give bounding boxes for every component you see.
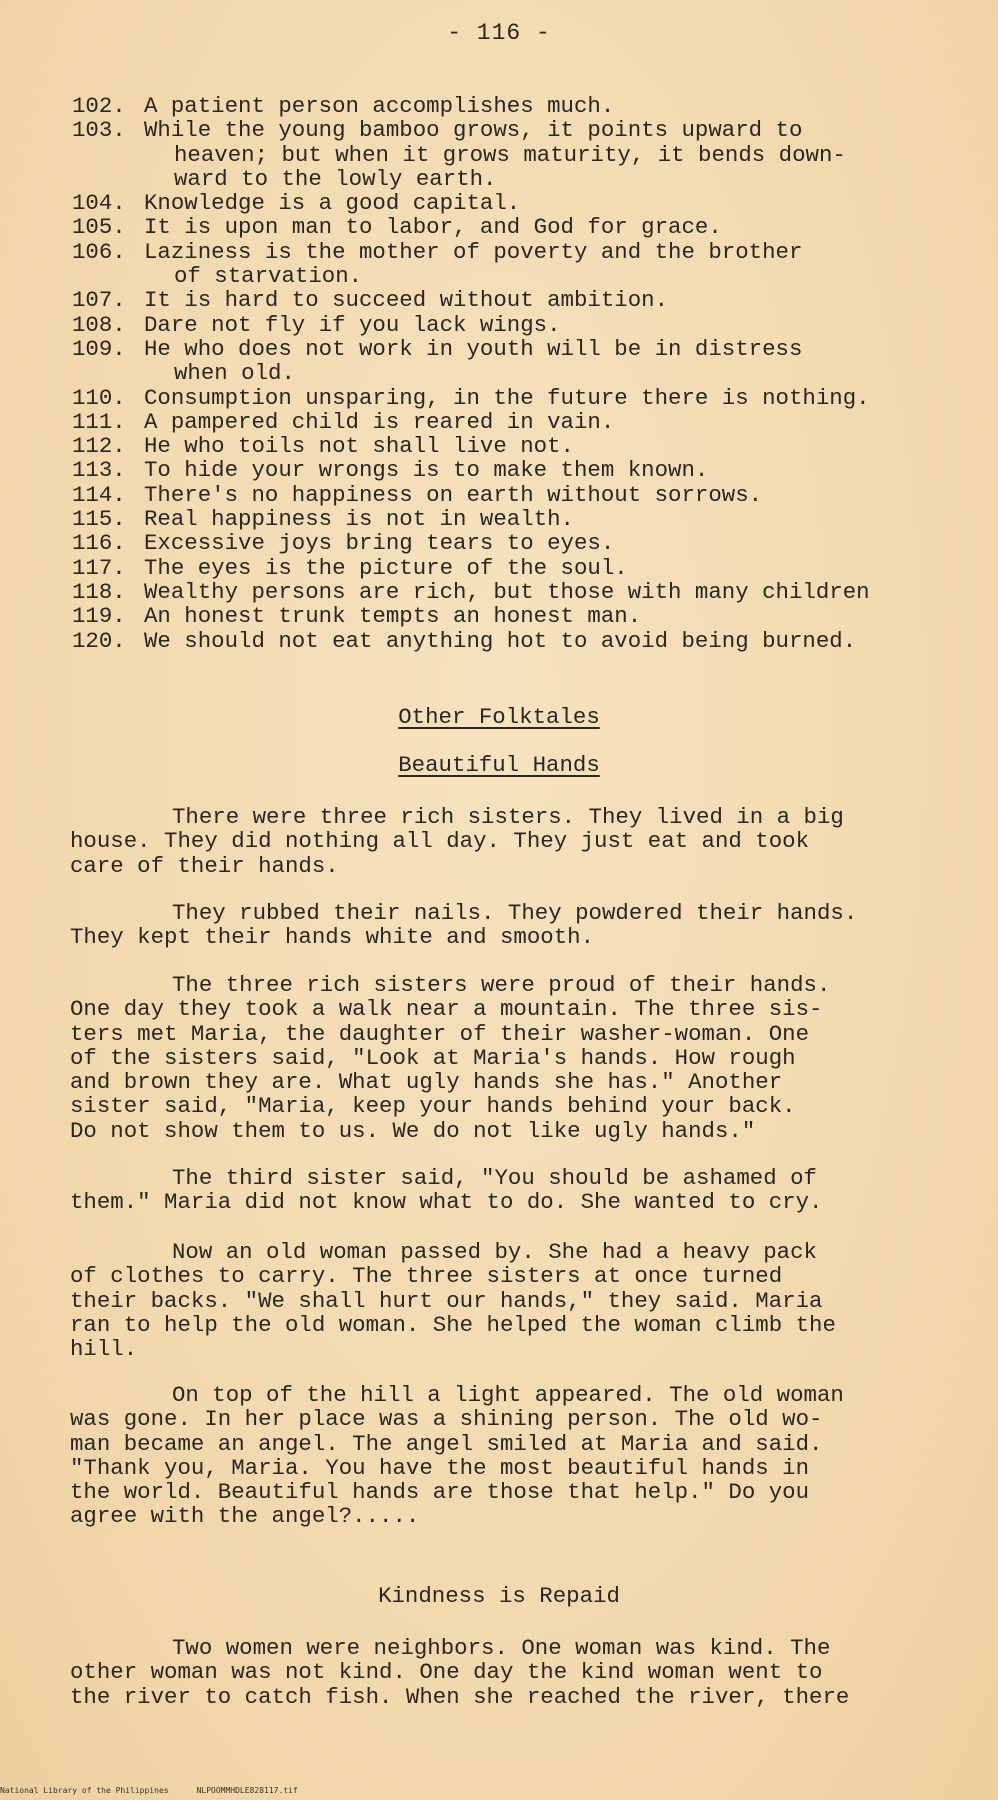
item-number: 107. <box>72 287 126 314</box>
list-item: 120. We should not eat anything hot to avoid being burned. <box>72 627 857 654</box>
list-item: 117. The eyes is the picture of the soul. <box>72 554 628 581</box>
list-item: 111. A pampered child is reared in vain. <box>72 408 615 435</box>
item-number: 118. <box>72 578 126 605</box>
item-number: 119. <box>72 603 126 630</box>
list-item: 102. A patient person accomplishes much. <box>72 93 615 119</box>
list-item: 105. It is upon man to labor, and God for grace. <box>72 214 722 241</box>
story-paragraph: Now an old woman passed by. She had a heavy pack of clothes to carry. The three sisters at once turned their backs. "We shall hurt our hands," they said. Maria ran to help the old woman. She helped the woman climb the hill. <box>70 1239 836 1363</box>
footer-library: National Library of the Philippines <box>0 1786 169 1795</box>
item-number: 109. <box>72 335 126 362</box>
story-title: Beautiful Hands <box>398 752 600 778</box>
item-number: 105. <box>72 214 126 241</box>
list-item: 108. Dare not fly if you lack wings. <box>72 311 561 338</box>
scan-footer <box>0 1786 298 1795</box>
list-item: 109. He who does not work in youth will be in distress when old. <box>72 335 803 387</box>
section-title: Other Folktales <box>398 704 600 730</box>
list-item: 106. Laziness is the mother of poverty and the brother of starvation. <box>72 238 803 290</box>
story-paragraph: There were three rich sisters. They lived in a big house. They did nothing all day. They just eat and took care of their hands. <box>70 804 844 879</box>
story-paragraph: They rubbed their nails. They powdered their hands. They kept their hands white and smooth. <box>70 900 858 951</box>
story-paragraph: The three rich sisters were proud of their hands. One day they took a walk near a mountain. The three sis- ters met Maria, the daughter of their washer-woman. One of the sisters said, "Look at Maria's hands. How rough and brown they are. What ugly hands she has." Another sister said, "Maria, keep your hands behind your back. Do not show them to us. We do not like ugly hands." <box>70 972 831 1144</box>
list-item: 116. Excessive joys bring tears to eyes. <box>72 530 615 557</box>
item-number: 115. <box>72 506 126 533</box>
list-item: 118. Wealthy persons are rich, but those with many children <box>72 578 870 605</box>
item-number: 104. <box>72 190 126 217</box>
item-number: 120. <box>72 627 126 654</box>
item-number: 111. <box>72 408 126 435</box>
story-title: Kindness is Repaid <box>378 1583 620 1609</box>
story-paragraph: On top of the hill a light appeared. The old woman was gone. In her place was a shining person. The old wo- man became an angel. The angel smiled at Maria and said. "Thank you, Maria. You have the most beautiful hands in the world. Beautiful hands are those that help." Do you agree with the angel?..... <box>70 1382 844 1530</box>
story-paragraph: The third sister said, "You should be ashamed of them." Maria did not know what to do. She wanted to cry. <box>70 1165 823 1216</box>
list-item: 113. To hide your wrongs is to make them known. <box>72 457 709 484</box>
list-item: 103. While the young bamboo grows, it points upward to heaven; but when it grows maturity, it bends down- ward to the lowly earth. <box>72 117 846 192</box>
item-number: 103. <box>72 117 126 144</box>
item-number: 110. <box>72 384 126 411</box>
list-item: 115. Real happiness is not in wealth. <box>72 506 574 533</box>
item-number: 116. <box>72 530 126 557</box>
item-number: 114. <box>72 481 126 508</box>
list-item: 104. Knowledge is a good capital. <box>72 190 521 217</box>
page-number: - 116 - <box>447 20 551 46</box>
list-item: 107. It is hard to succeed without ambition. <box>72 287 669 314</box>
footer-file: NLPOOMMHDLE828117.tif <box>196 1786 298 1795</box>
item-number: 117. <box>72 554 126 581</box>
list-item: 110. Consumption unsparing, in the future there is nothing. <box>72 384 870 411</box>
story-paragraph: Two women were neighbors. One woman was kind. The other woman was not kind. One day the kind woman went to the river to catch fish. When she reached the river, there <box>70 1635 850 1710</box>
list-item: 114. There's no happiness on earth without sorrows. <box>72 481 763 508</box>
item-number: 108. <box>72 311 126 338</box>
list-item: 119. An honest trunk tempts an honest man. <box>72 603 642 630</box>
list-item: 112. He who toils not shall live not. <box>72 433 574 460</box>
item-number: 102. <box>72 93 126 119</box>
item-number: 106. <box>72 238 126 265</box>
item-number: 112. <box>72 433 126 460</box>
item-number: 113. <box>72 457 126 484</box>
proverb-list <box>72 94 952 653</box>
